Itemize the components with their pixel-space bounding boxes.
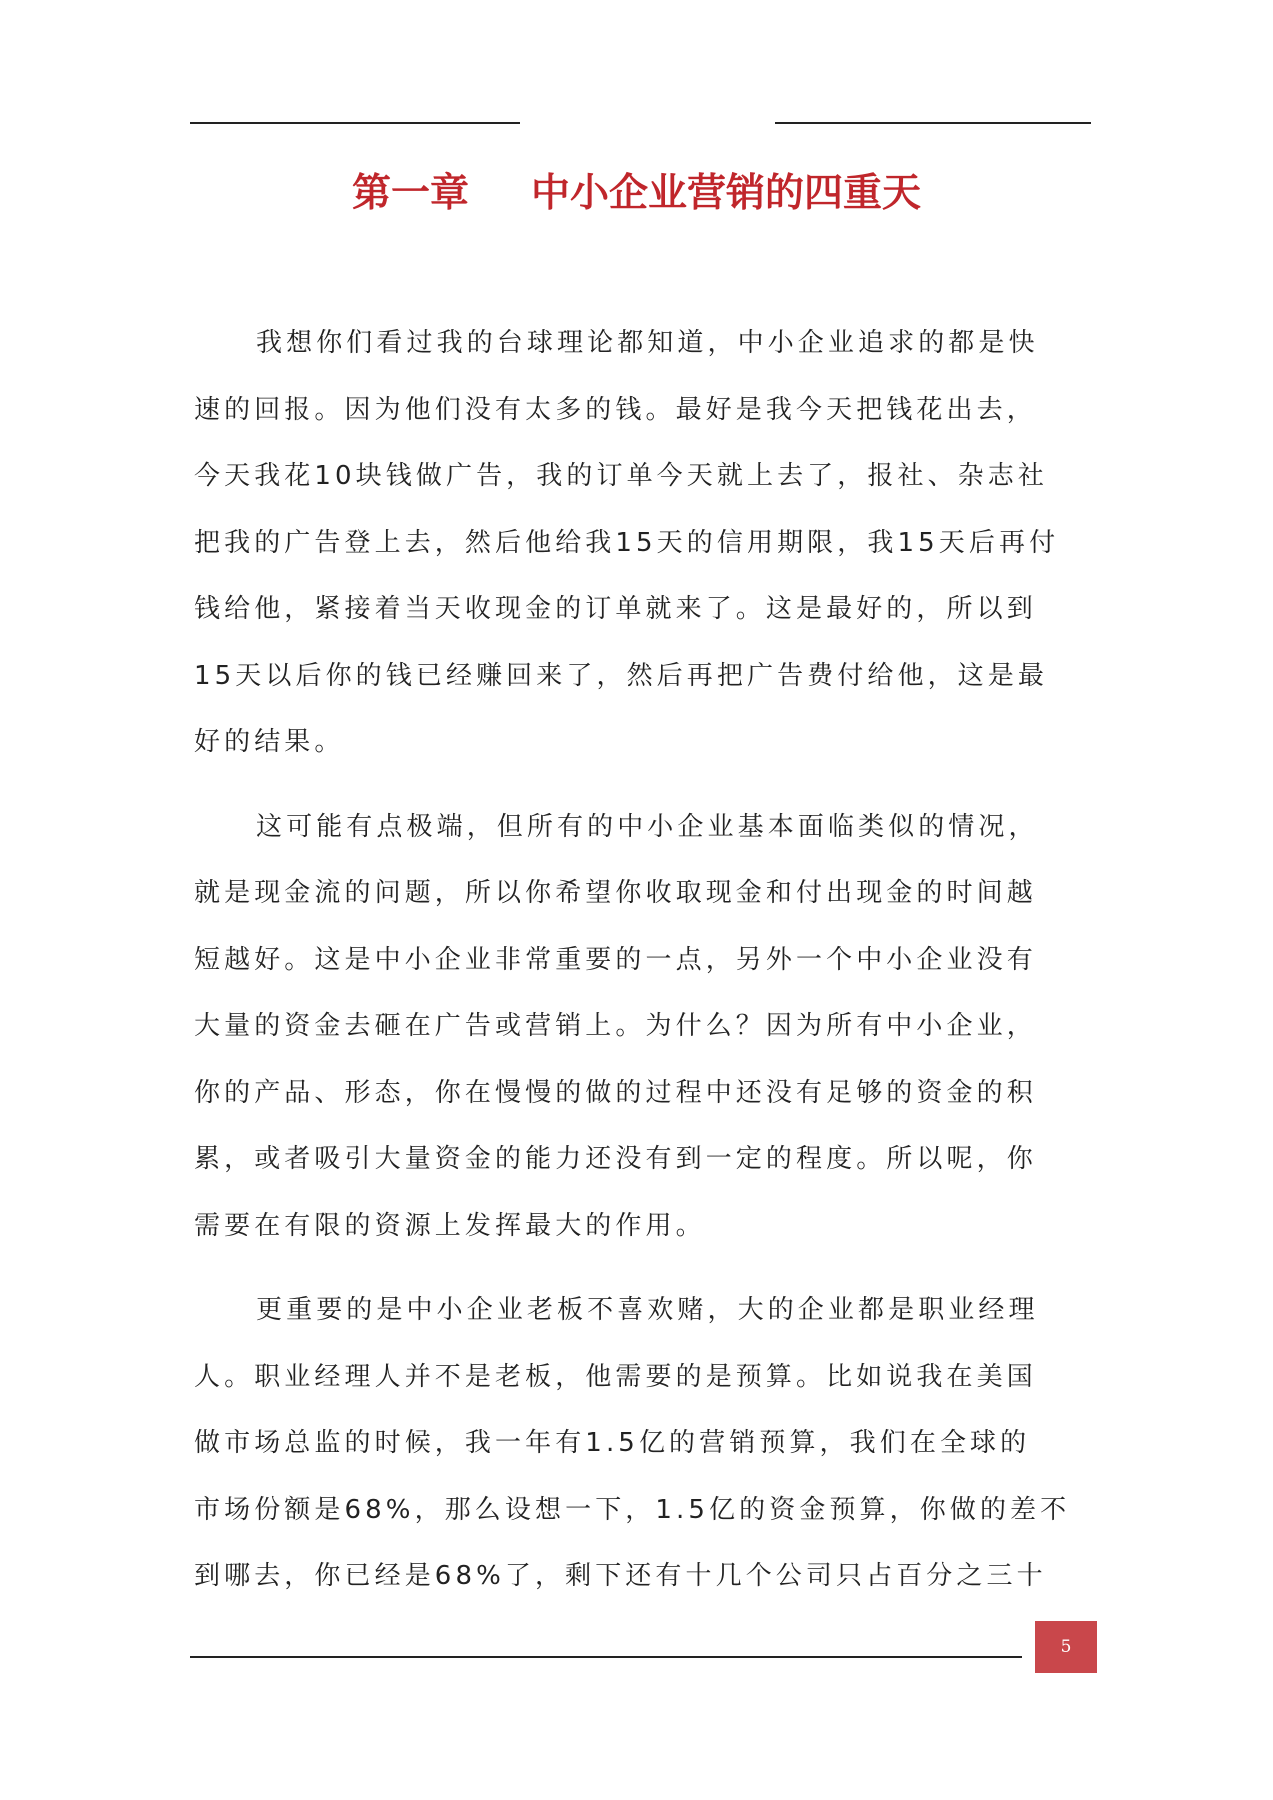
paragraph-line: 短越好。这是中小企业非常重要的一点，另外一个中小企业没有: [194, 944, 1037, 975]
paragraph-line: 我想你们看过我的台球理论都知道，中小企业追求的都是快: [256, 328, 1039, 358]
paragraph-line: 就是现金流的问题，所以你希望你收取现金和付出现金的时间越: [194, 878, 1037, 908]
body-text: [194, 310, 1082, 1628]
paragraph-line: 钱给他，紧接着当天收现金的订单就来了。这是最好的，所以到: [194, 594, 1037, 624]
paragraph-line: 做市场总监的时候，我一年有1.5亿的营销预算，我们在全球的: [194, 1428, 1031, 1458]
header-rule-right: [775, 122, 1091, 124]
footer-rule: [190, 1656, 1022, 1658]
paragraph-line: 15天以后你的钱已经赚回来了，然后再把广告费付给他，这是最: [194, 660, 1048, 691]
page-number-badge: 5: [1035, 1621, 1097, 1673]
chapter-title: 中小企业营销的四重天: [531, 171, 922, 216]
paragraph-line: 更重要的是中小企业老板不喜欢赌，大的企业都是职业经理: [256, 1295, 1039, 1325]
paragraph-3: [194, 1277, 1082, 1610]
paragraph-line: 大量的资金去砸在广告或营销上。为什么？因为所有中小企业，: [194, 1011, 1037, 1041]
paragraph-line: 把我的广告登上去，然后他给我15天的信用期限，我15天后再付: [194, 527, 1060, 558]
paragraph-1: [194, 310, 1082, 776]
paragraph-line: 需要在有限的资源上发挥最大的作用。: [194, 1210, 706, 1241]
paragraph-line: 市场份额是68%，那么设想一下，1.5亿的资金预算，你做的差不: [194, 1494, 1071, 1525]
chapter-label: 第一章: [351, 171, 469, 216]
paragraph-line: 人。职业经理人并不是老板，他需要的是预算。比如说我在美国: [194, 1361, 1037, 1392]
paragraph-line: 累，或者吸引大量资金的能力还没有到一定的程度。所以呢，你: [194, 1144, 1037, 1174]
chapter-heading: [0, 166, 1273, 222]
paragraph-line: 到哪去，你已经是68%了，剩下还有十几个公司只占百分之三十: [194, 1561, 1047, 1591]
paragraph-line: 好的结果。: [194, 727, 345, 757]
paragraph-line: 这可能有点极端，但所有的中小企业基本面临类似的情况，: [256, 811, 1039, 842]
paragraph-line: 今天我花10块钱做广告，我的订单今天就上去了，报社、杂志社: [194, 461, 1048, 491]
paragraph-line: 速的回报。因为他们没有太多的钱。最好是我今天把钱花出去，: [194, 394, 1037, 425]
paragraph-2: [194, 794, 1082, 1260]
paragraph-line: 你的产品、形态，你在慢慢的做的过程中还没有足够的资金的积: [194, 1077, 1037, 1108]
header-rule-left: [190, 122, 520, 124]
